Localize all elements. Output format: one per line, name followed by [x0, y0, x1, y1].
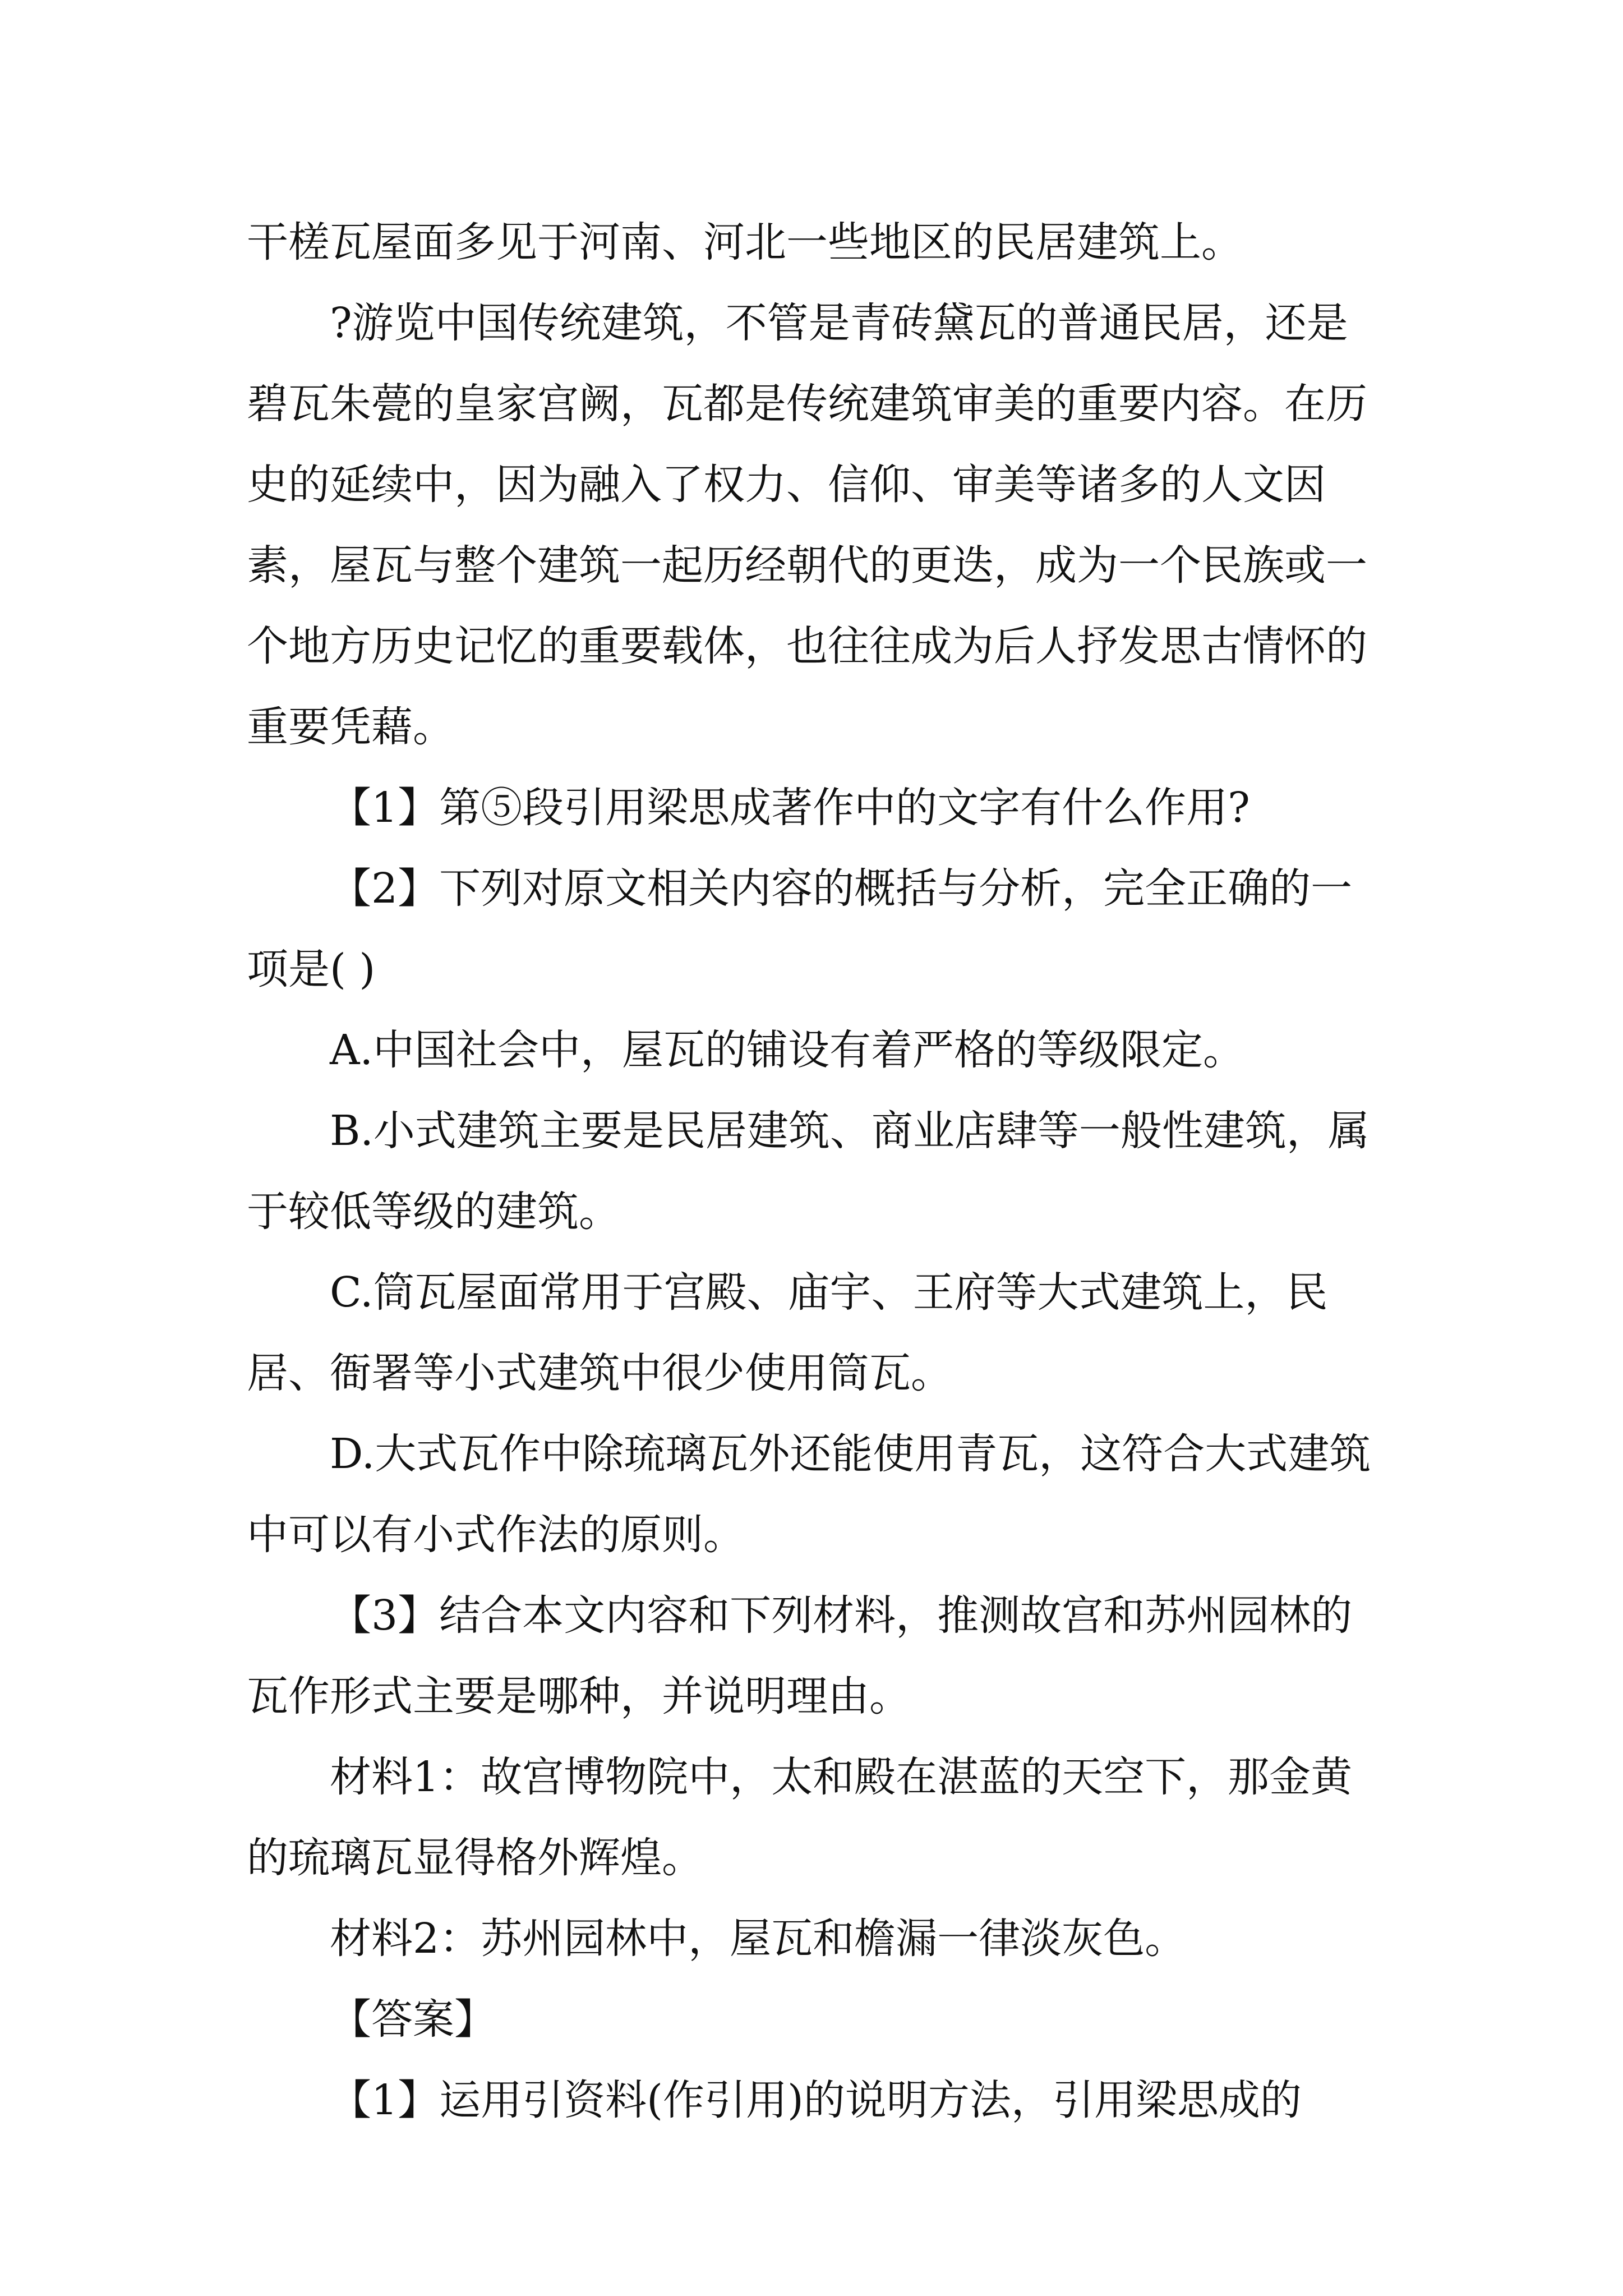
answer-heading: 【答案】	[330, 1995, 496, 2044]
option-c: C.筒瓦屋面常用于宫殿、庙宇、王府等大式建筑上，民居、衙署等小式建筑中很少使用筒瓦。	[247, 1268, 1328, 1397]
material-2: 材料2：苏州园林中，屋瓦和檐漏一律淡灰色。	[330, 1915, 1187, 1963]
question-1: 【1】第⑤段引用梁思成著作中的文字有什么作用?	[330, 784, 1250, 832]
paragraph-1: 干槎瓦屋面多见于河南、河北一些地区的民居建筑上。	[247, 218, 1243, 266]
question-2: 【2】下列对原文相关内容的概括与分析，完全正确的一项是( )	[247, 864, 1353, 993]
option-a: A.中国社会中，屋瓦的铺设有着严格的等级限定。	[330, 1026, 1244, 1074]
material-1: 材料1：故宫博物院中，太和殿在湛蓝的天空下，那金黄的琉璃瓦显得格外辉煌。	[247, 1753, 1353, 1882]
paragraph-2: ?游览中国传统建筑，不管是青砖黛瓦的普通民居，还是碧瓦朱甍的皇家宫阙，瓦都是传统建筑审美的重要内容。在历史的延续中，因为融入了权力、信仰、审美等诸多的人文因素，屋瓦与整个建筑一起历经朝代的更迭，成为一个民族或一个地方历史记忆的重要载体，也往往成为后人抒发思古情怀的重要凭藉。	[247, 299, 1367, 751]
document-body	[247, 202, 1385, 2141]
option-b: B.小式建筑主要是民居建筑、商业店肆等一般性建筑，属于较低等级的建筑。	[247, 1107, 1370, 1236]
option-d: D.大式瓦作中除琉璃瓦外还能使用青瓦，这符合大式建筑中可以有小式作法的原则。	[247, 1430, 1371, 1559]
question-3: 【3】结合本文内容和下列材料，推测故宫和苏州园林的瓦作形式主要是哪种，并说明理由。	[247, 1591, 1353, 1720]
answer-1: 【1】运用引资料(作引用)的说明方法，引用梁思成的	[330, 2076, 1302, 2124]
